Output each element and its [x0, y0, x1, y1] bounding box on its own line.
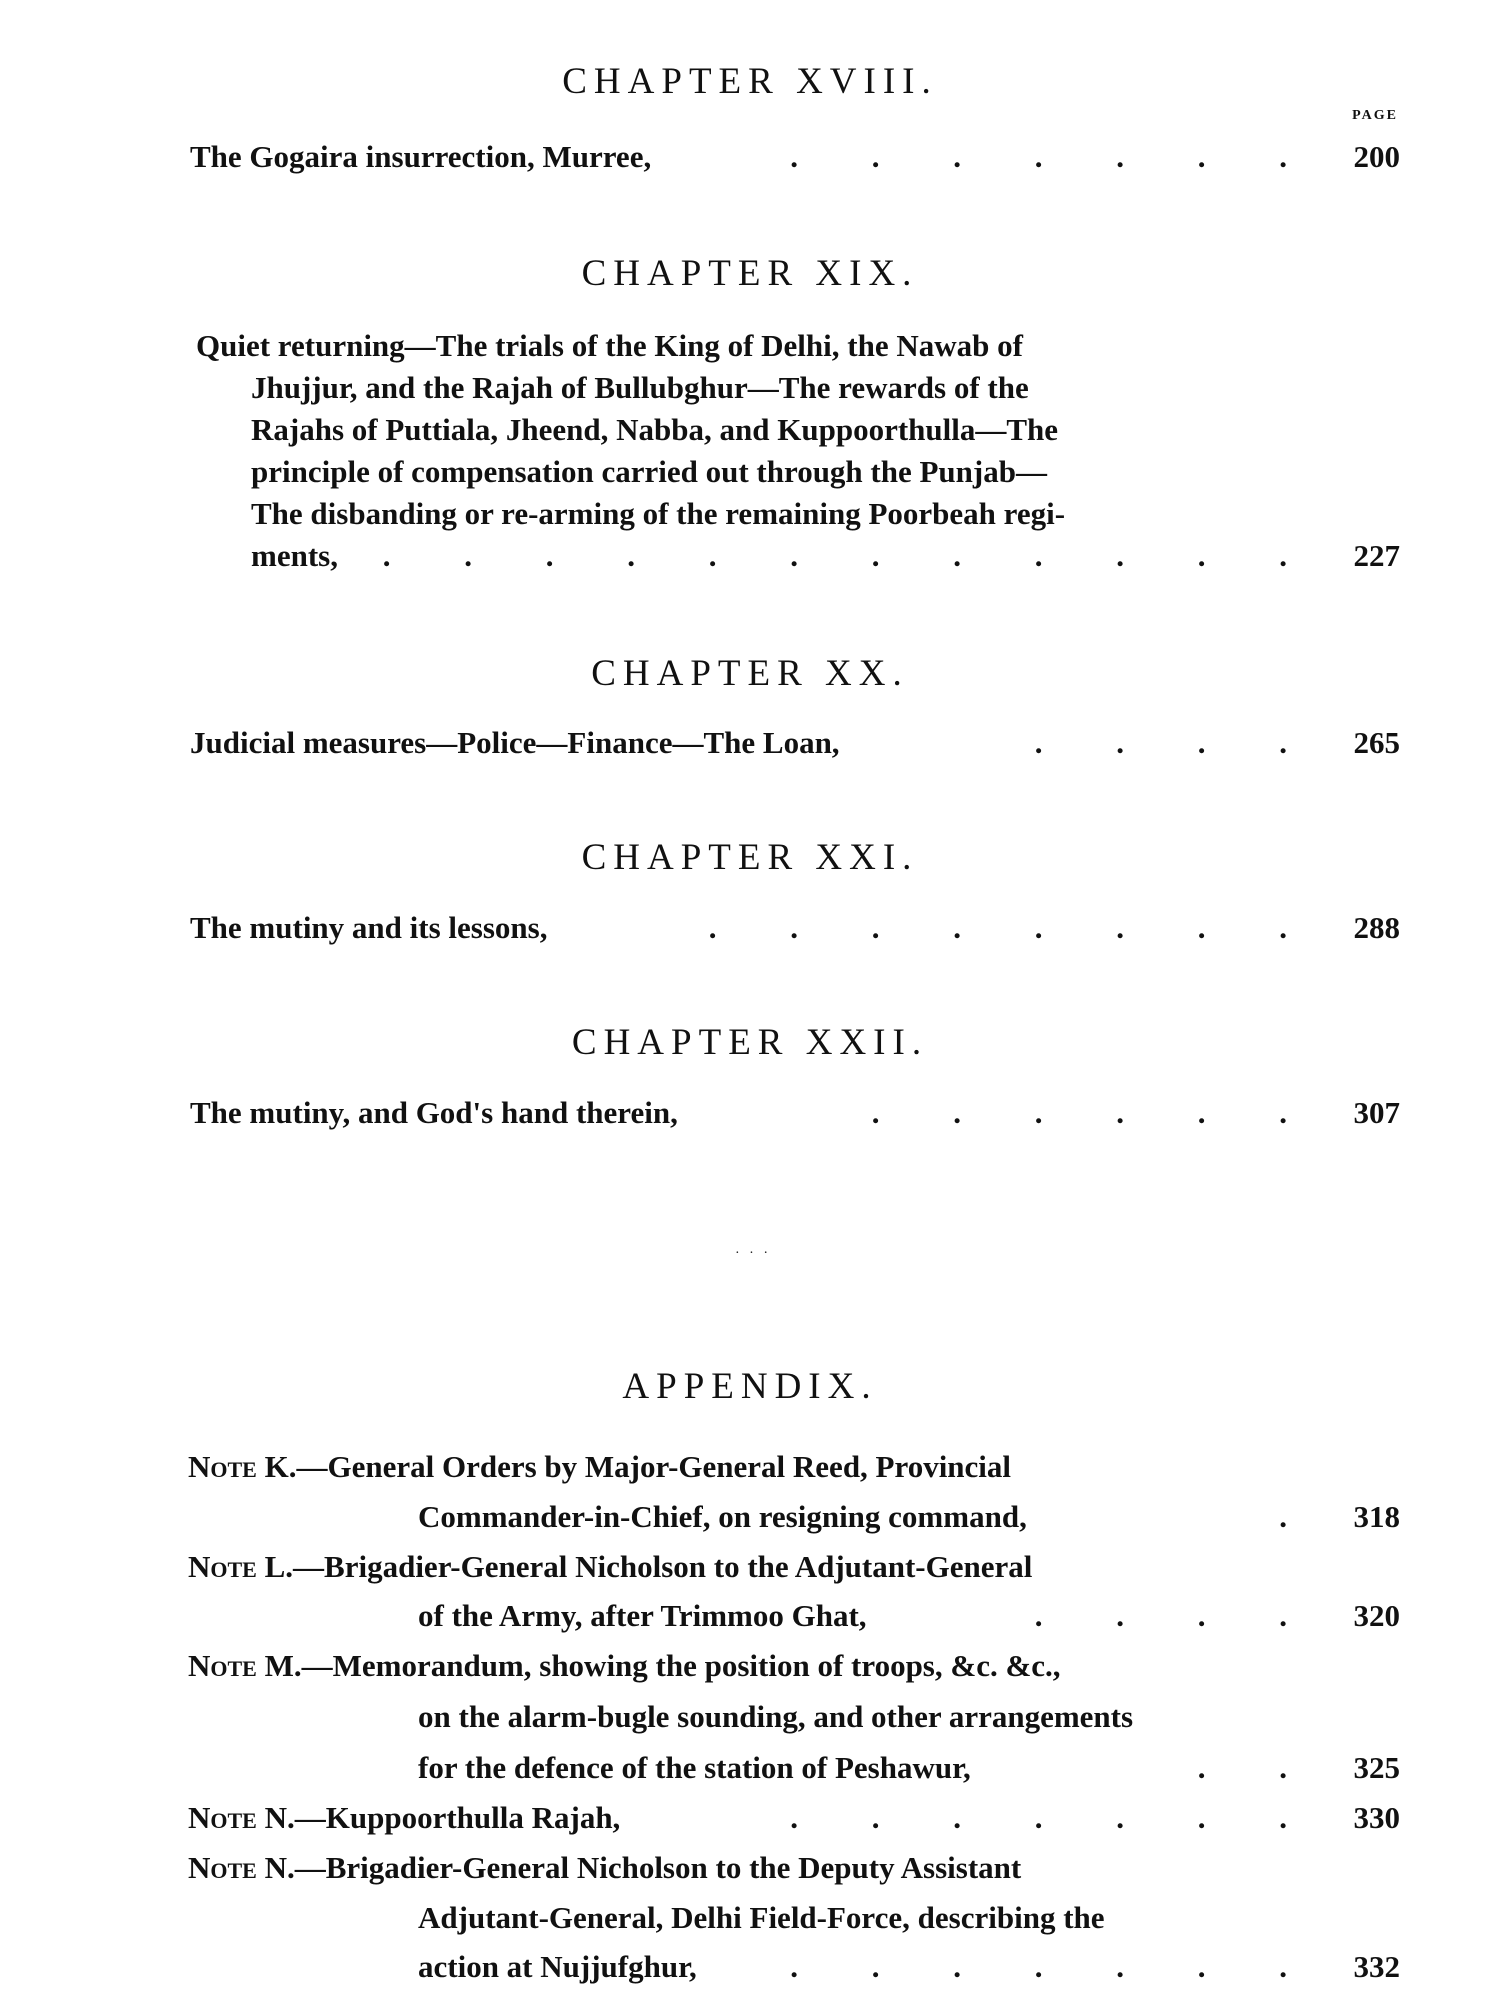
chapter-heading: CHAPTER XIX.	[581, 253, 919, 294]
toc-entry	[418, 1947, 1400, 1987]
note-text: —Brigadier-General Nicholson to the Adjutant-General	[293, 1549, 1033, 1584]
entry-line: Rajahs of Puttiala, Jheend, Nabba, and Kuppoorthulla—The	[251, 412, 1059, 447]
page-number: 318	[1353, 1499, 1400, 1534]
note-text: —Brigadier-General Nicholson to the Deputy Assistant	[294, 1850, 1022, 1885]
toc-entry	[418, 1748, 1400, 1788]
entry-line: on the alarm-bugle sounding, and other arrangements	[418, 1699, 1134, 1734]
page-number: 320	[1353, 1598, 1400, 1633]
leader-dots: . . . . . . .	[790, 139, 1320, 174]
entry-text: The mutiny, and God's hand therein,	[190, 1095, 678, 1130]
entry-text: The Gogaira insurrection, Murree,	[190, 139, 652, 174]
chapter-heading: CHAPTER XXI.	[581, 837, 919, 878]
appendix-heading: APPENDIX.	[622, 1366, 878, 1407]
note-label: Note N.	[188, 1850, 295, 1885]
toc-entry	[418, 1497, 1400, 1537]
entry-text: Commander-in-Chief, on resigning command,	[418, 1499, 1027, 1534]
entry-line: Quiet returning—The trials of the King of Delhi, the Nawab of	[196, 328, 1023, 363]
page-number: 265	[1353, 725, 1400, 760]
leader-dots: . . . . . . . . . . . .	[382, 538, 1320, 573]
toc-entry	[251, 536, 1400, 576]
entry-text: ments,	[251, 538, 338, 573]
toc-entry	[418, 1596, 1400, 1636]
separator-mark: · · ·	[735, 1246, 771, 1261]
note-label: Note L.	[188, 1549, 294, 1584]
leader-dots: . . . . . . .	[790, 1949, 1320, 1984]
entry-text: The mutiny and its lessons,	[190, 910, 548, 945]
entry-text: Judicial measures—Police—Finance—The Loan,	[190, 725, 840, 760]
chapter-heading: CHAPTER XVIII.	[562, 61, 938, 102]
page-number: 288	[1353, 910, 1400, 945]
leader-dots: .	[1279, 1499, 1320, 1534]
page-number: 307	[1353, 1095, 1400, 1130]
entry-line: The disbanding or re-arming of the remaining Poorbeah regi-	[251, 496, 1066, 531]
page-number: 325	[1353, 1750, 1400, 1785]
appendix-note-first-line	[188, 1848, 1021, 1888]
entry-text: action at Nujjufghur,	[418, 1949, 697, 1984]
page-column-label: PAGE	[1352, 108, 1398, 123]
leader-dots: . . . . . . .	[790, 1800, 1320, 1835]
appendix-note-first-line	[188, 1447, 1011, 1487]
page-number: 200	[1353, 139, 1400, 174]
toc-entry	[188, 1798, 1400, 1838]
entry-text: for the defence of the station of Peshawur,	[418, 1750, 971, 1785]
appendix-note-first-line	[188, 1646, 1061, 1686]
toc-entry	[190, 723, 1400, 763]
leader-dots: . .	[1197, 1750, 1320, 1785]
toc-entry	[190, 1093, 1400, 1133]
leader-dots: . . . . . . . .	[708, 910, 1320, 945]
leader-dots: . . . . . .	[871, 1095, 1320, 1130]
note-label: Note K.	[188, 1449, 297, 1484]
leader-dots: . . . .	[1034, 725, 1320, 760]
note-label: Note M.	[188, 1648, 302, 1683]
entry-line: principle of compensation carried out through the Punjab—	[251, 454, 1047, 489]
leader-dots: . . . .	[1034, 1598, 1320, 1633]
toc-entry	[190, 137, 1400, 177]
note-label: Note N.	[188, 1800, 295, 1835]
appendix-note-first-line	[188, 1547, 1032, 1587]
chapter-heading: CHAPTER XX.	[591, 653, 909, 694]
entry-line: Jhujjur, and the Rajah of Bullubghur—The rewards of the	[251, 370, 1029, 405]
note-text: —Kuppoorthulla Rajah,	[294, 1800, 621, 1835]
entry-text: of the Army, after Trimmoo Ghat,	[418, 1598, 867, 1633]
entry-line: Adjutant-General, Delhi Field-Force, describing the	[418, 1900, 1105, 1935]
toc-entry	[190, 908, 1400, 948]
entry-text	[188, 1798, 620, 1838]
page-number: 330	[1353, 1800, 1400, 1835]
page-number: 332	[1353, 1949, 1400, 1984]
note-text: —Memorandum, showing the position of troops, &c. &c.,	[301, 1648, 1061, 1683]
page-number: 227	[1353, 538, 1400, 573]
chapter-heading: CHAPTER XXII.	[571, 1022, 929, 1063]
note-text: —General Orders by Major-General Reed, Provincial	[296, 1449, 1012, 1484]
